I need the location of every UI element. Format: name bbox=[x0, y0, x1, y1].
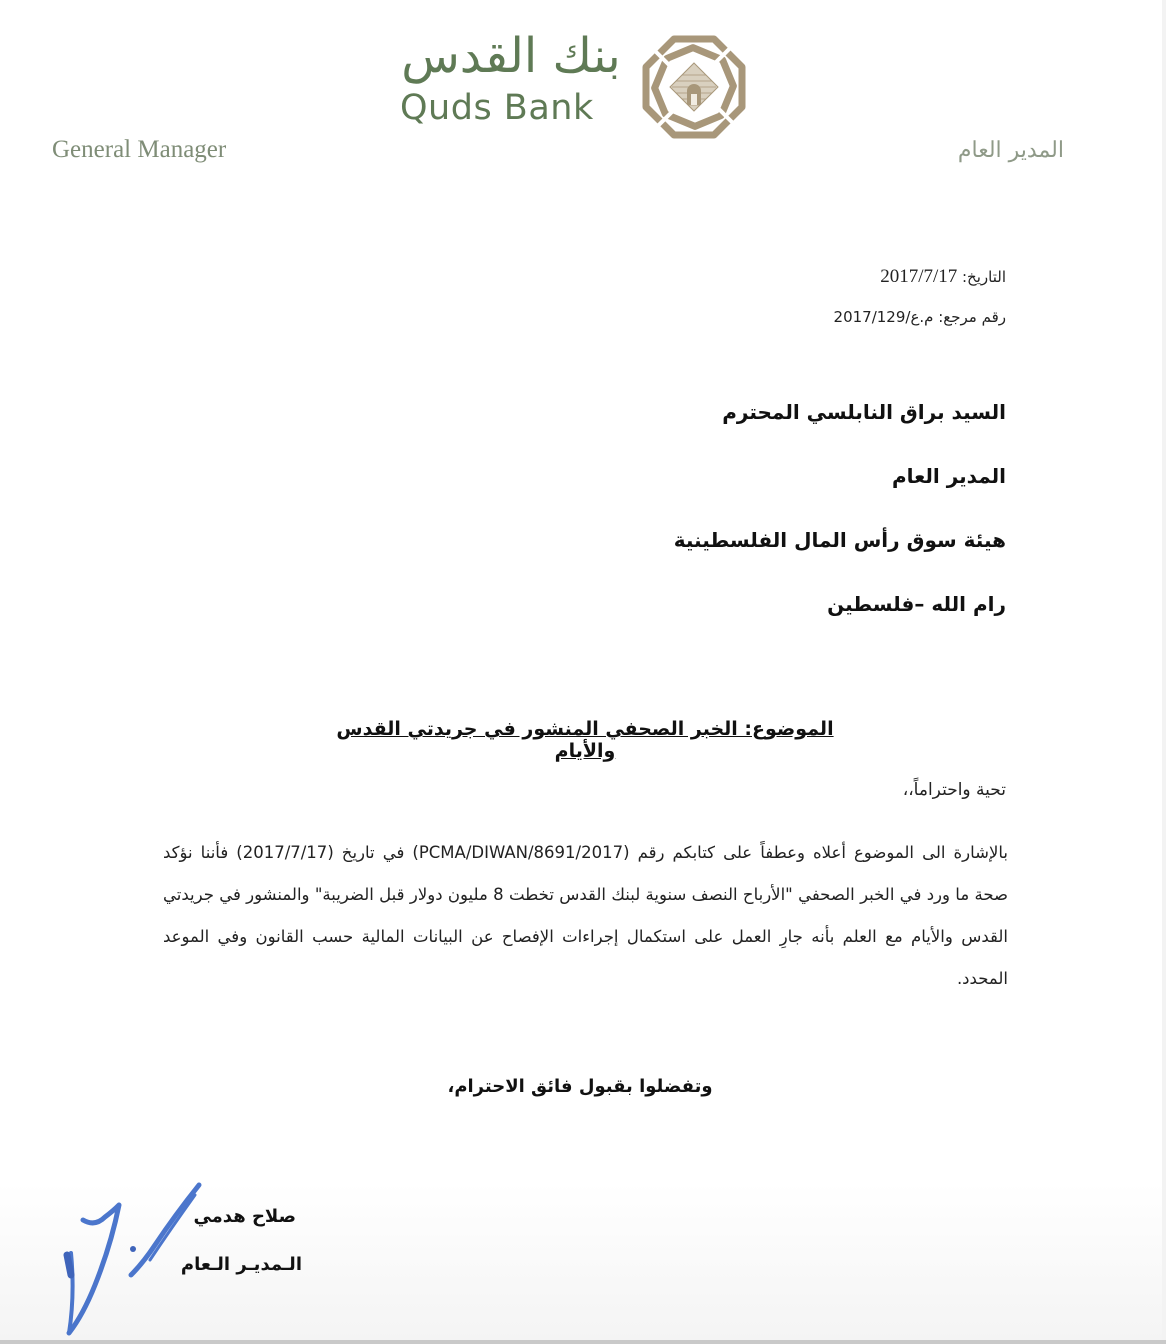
date-value: 2017/7/17 bbox=[880, 266, 958, 287]
date-line bbox=[880, 266, 1006, 288]
bank-logo-arabic: بنك القدس bbox=[401, 28, 621, 84]
bank-logo-english: Quds Bank bbox=[400, 88, 594, 128]
reference-line bbox=[834, 306, 1006, 328]
recipient-name: السيد براق النابلسي المحترم bbox=[722, 400, 1006, 424]
letter-closing: وتفضلوا بقبول فائق الاحترام، bbox=[447, 1076, 713, 1097]
signatory-title: الـمديـر الـعام bbox=[180, 1254, 302, 1275]
page-bottom-edge bbox=[0, 1340, 1166, 1344]
letter-subject: الموضوع: الخبر الصحفي المنشور في جريدتي القدس والأيام bbox=[336, 718, 834, 762]
recipient-organization: هيئة سوق رأس المال الفلسطينية bbox=[673, 528, 1006, 552]
page-edge bbox=[1162, 0, 1166, 1344]
department-label-english: General Manager bbox=[52, 136, 227, 163]
department-label-arabic: المدير العام bbox=[957, 138, 1064, 163]
letter-greeting: تحية واحتراماً،، bbox=[902, 780, 1006, 800]
recipient-title: المدير العام bbox=[891, 464, 1006, 488]
recipient-location: رام الله –فلسطين bbox=[827, 592, 1006, 616]
reference-label: رقم مرجع: bbox=[938, 308, 1006, 326]
date-label: التاريخ: bbox=[962, 268, 1006, 286]
letter-body: بالإشارة الى الموضوع أعلاه وعطفاً على كتابكم رقم (PCMA/DIWAN/8691/2017) في تاريخ (2017/7/17) فأننا نؤكد صحة ما ورد في الخبر الصحفي "الأرباح النصف سنوية لبنك القدس تخطت 8 مليون دولار قبل الضريبة" والمنشور في جريدتي القدس والأيام مع العلم بأنه جارِ العمل على استكمال إجراءات الإفصاح عن البيانات المالية حسب القانون وفي الموعد المحدد. bbox=[163, 843, 1009, 988]
signatory-name: صلاح هدمي bbox=[193, 1206, 296, 1227]
reference-value: م.ع/2017/129 bbox=[833, 308, 934, 326]
bank-emblem-icon bbox=[640, 33, 748, 141]
